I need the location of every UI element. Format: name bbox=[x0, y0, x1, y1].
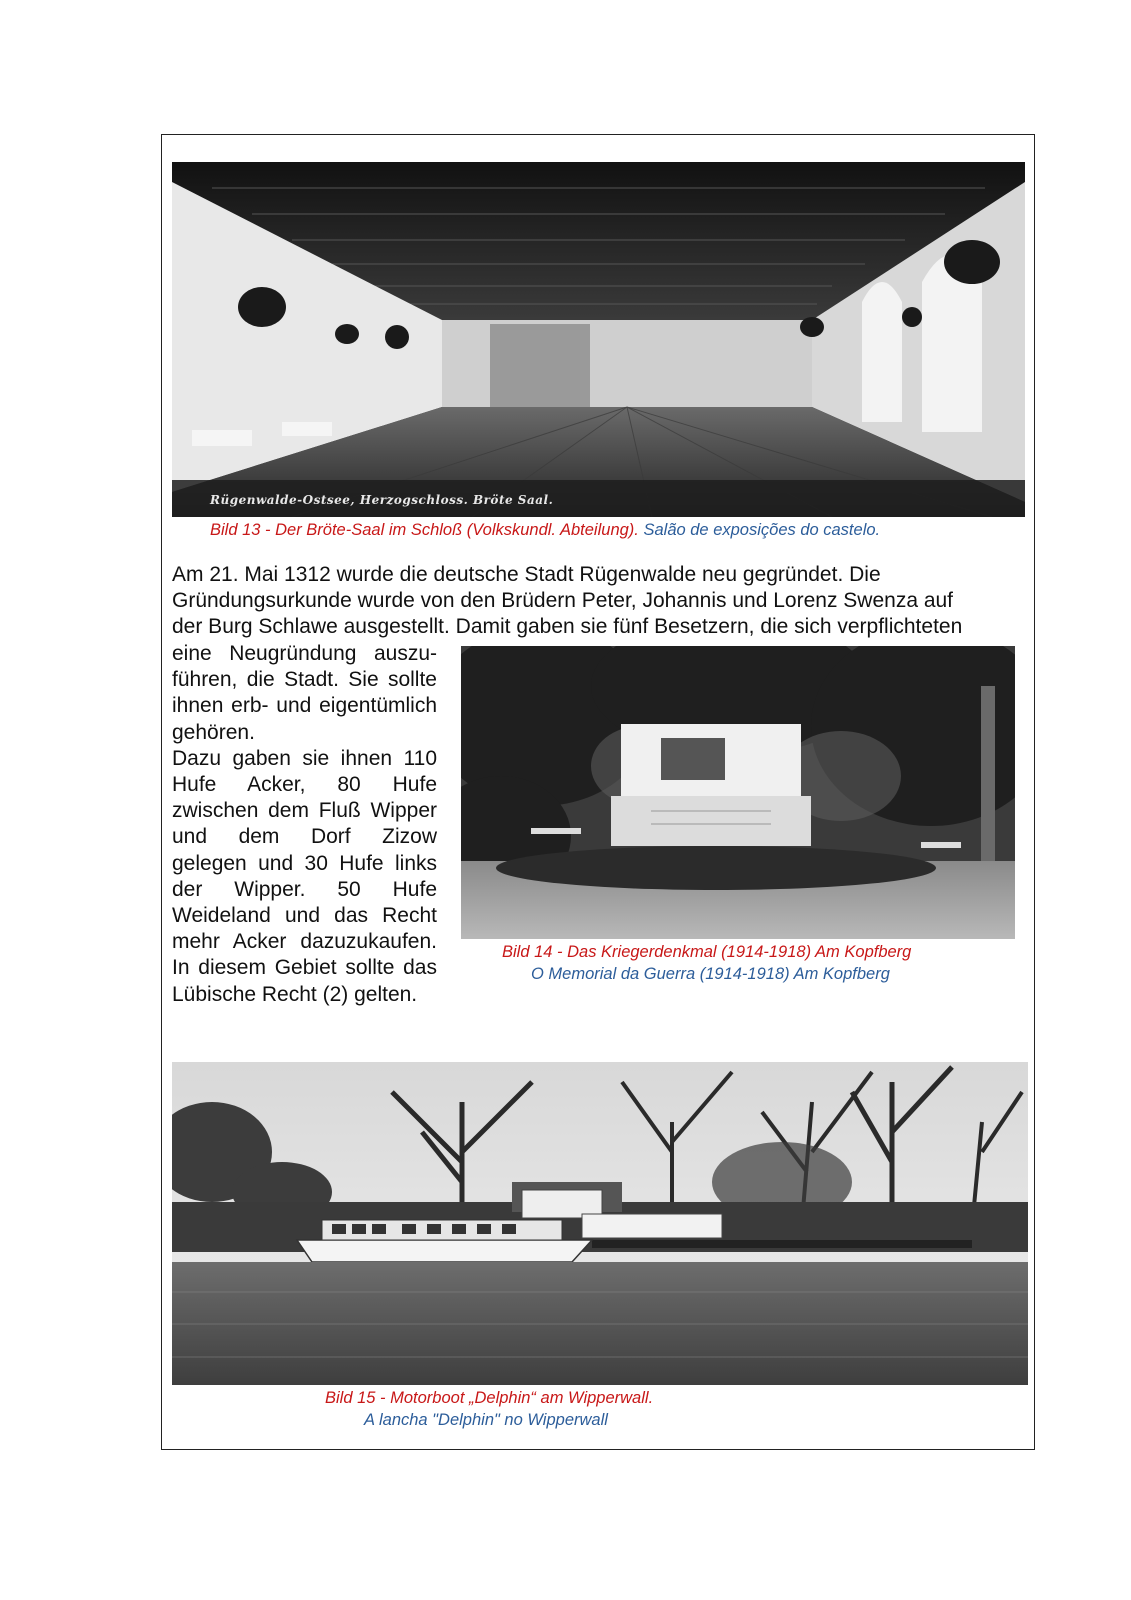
photo-broete-saal bbox=[172, 162, 1025, 517]
photo-inscription: Rügenwalde-Ostsee, Herzogschloss. Bröte Saal. bbox=[210, 493, 554, 507]
caption-bild13-pt: Salão de exposições do castelo. bbox=[643, 521, 881, 539]
caption-bild14-pt: O Memorial da Guerra (1914-1918) Am Kopfberg bbox=[531, 965, 890, 983]
caption-bild15-pt: A lancha "Delphin" no Wipperwall bbox=[364, 1411, 608, 1429]
caption-bild15-de: Bild 15 - Motorboot „Delphin“ am Wipperwall. bbox=[325, 1389, 654, 1407]
intro-line-1: Am 21. Mai 1312 wurde die deutsche Stadt Rügenwalde neu gegründet. Die bbox=[172, 563, 881, 586]
intro-line-3: der Burg Schlawe ausgestellt. Damit gaben sie fünf Besetzern, die sich verpflichteten bbox=[172, 615, 963, 639]
photo-kriegerdenkmal bbox=[461, 646, 1015, 939]
photo-motorboot-delphin bbox=[172, 1062, 1028, 1385]
column-paragraph-2: Dazu gaben sie ihnen 110 Hufe Acker, 80 Hufe zwischen dem Fluß Wipper und dem Dorf Zizow gelegen und 30 Hufe links der Wipper. 50 Hufe Weideland und das Recht mehr Acker dazuzukaufen. In diesem Gebiet sollte das Lübische Recht (2) gelten. bbox=[172, 746, 437, 1006]
column-paragraph-1: eine Neugründung auszu-führen, die Stadt. Sie sollte ihnen erb- und eigentümlich gehören. bbox=[172, 642, 437, 744]
intro-line-2: Gründungsurkunde wurde von den Brüdern Peter, Johannis und Lorenz Swenza auf bbox=[172, 589, 954, 613]
caption-bild14-de: Bild 14 - Das Kriegerdenkmal (1914-1918) Am Kopfberg bbox=[502, 943, 912, 961]
caption-bild13 bbox=[210, 521, 880, 540]
column-text bbox=[172, 641, 437, 1008]
intro-paragraph bbox=[172, 562, 1025, 641]
caption-bild13-de: Bild 13 - Der Bröte-Saal im Schloß (Volkskundl. Abteilung). bbox=[210, 521, 639, 539]
